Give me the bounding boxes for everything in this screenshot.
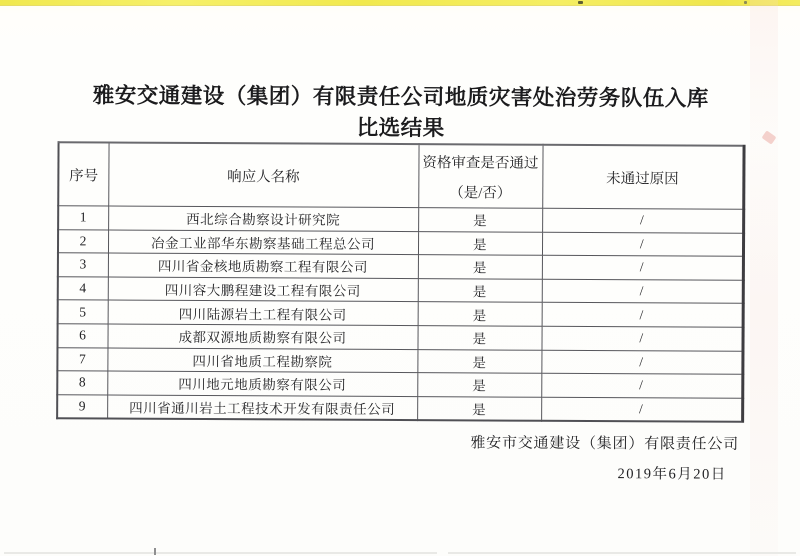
respondent-name-cell: 成都双源地质勘察有限公司 [107, 324, 417, 349]
qualification-pass-cell: 是 [417, 396, 541, 421]
row-index-cell: 8 [57, 371, 107, 395]
table-row [58, 276, 743, 303]
signature-company: 雅安市交通建设（集团）有限责任公司 [470, 435, 740, 453]
table-row [58, 253, 743, 280]
col-header-index: 序号 [58, 142, 108, 206]
fail-reason-cell: / [542, 303, 743, 328]
row-index-cell: 3 [58, 253, 108, 277]
table-row [58, 206, 743, 233]
respondent-name-cell: 四川容大鹏程建设工程有限公司 [108, 277, 418, 302]
title-line-2: 比选结果 [356, 115, 445, 141]
qualification-pass-cell: 是 [417, 349, 541, 373]
respondent-name-cell: 四川省通川岩土工程技术开发有限责任公司 [107, 395, 417, 421]
col-header-qualification [418, 144, 542, 208]
row-index-cell: 9 [57, 394, 107, 418]
col-header-respondent-name: 响应人名称 [108, 142, 418, 207]
respondent-name-cell: 四川陆源岩土工程有限公司 [108, 300, 418, 325]
fail-reason-cell: / [542, 208, 743, 233]
respondent-name-cell: 冶金工业部华东勘察基础工程总公司 [108, 230, 418, 255]
table-row [58, 300, 743, 327]
title-line-1: 雅安交通建设（集团）有限责任公司地质灾害处治劳务队伍入库 [92, 83, 709, 111]
qualification-pass-cell: 是 [417, 373, 541, 397]
fail-reason-cell: / [542, 232, 743, 257]
row-index-cell: 2 [58, 229, 108, 253]
scan-tick-mark [154, 548, 156, 555]
qualification-pass-cell: 是 [417, 326, 541, 350]
table-row [57, 324, 742, 351]
qualification-pass-cell: 是 [418, 302, 542, 326]
qualification-header-line2: （是/否） [449, 184, 512, 202]
document-title [1, 80, 800, 146]
fail-reason-cell: / [541, 326, 742, 351]
fail-reason-cell: / [542, 255, 743, 280]
row-index-cell: 4 [58, 276, 108, 300]
fail-reason-cell: / [541, 373, 742, 398]
signature-date: 2019年6月20日 [617, 466, 727, 483]
row-index-cell: 5 [58, 300, 108, 324]
qualification-header-line1: 资格审查是否通过 [422, 154, 539, 172]
table-header-row [58, 142, 743, 209]
fail-reason-cell: / [541, 397, 742, 422]
table-row [57, 347, 742, 374]
respondent-name-cell: 四川省金核地质勘察工程有限公司 [108, 253, 418, 278]
respondent-name-cell: 四川地元地质勘察有限公司 [107, 371, 417, 396]
table-row [58, 229, 743, 256]
row-index-cell: 6 [57, 324, 107, 348]
qualification-pass-cell: 是 [418, 255, 542, 279]
row-index-cell: 1 [58, 206, 108, 230]
qualification-pass-cell: 是 [418, 278, 542, 302]
table-row [57, 394, 742, 422]
col-header-fail-reason: 未通过原因 [542, 145, 743, 210]
fail-reason-cell: / [542, 279, 743, 304]
qualification-pass-cell: 是 [418, 231, 542, 255]
row-index-cell: 7 [57, 347, 107, 371]
table-row [57, 371, 742, 398]
respondent-name-cell: 西北综合勘察设计研究院 [108, 206, 418, 231]
scan-bottom-edge [4, 552, 437, 554]
scan-bottom-edge [448, 552, 796, 554]
qualification-pass-cell: 是 [418, 208, 542, 232]
selection-result-table [56, 141, 745, 423]
fail-reason-cell: / [541, 350, 742, 375]
respondent-name-cell: 四川省地质工程勘察院 [107, 348, 417, 373]
